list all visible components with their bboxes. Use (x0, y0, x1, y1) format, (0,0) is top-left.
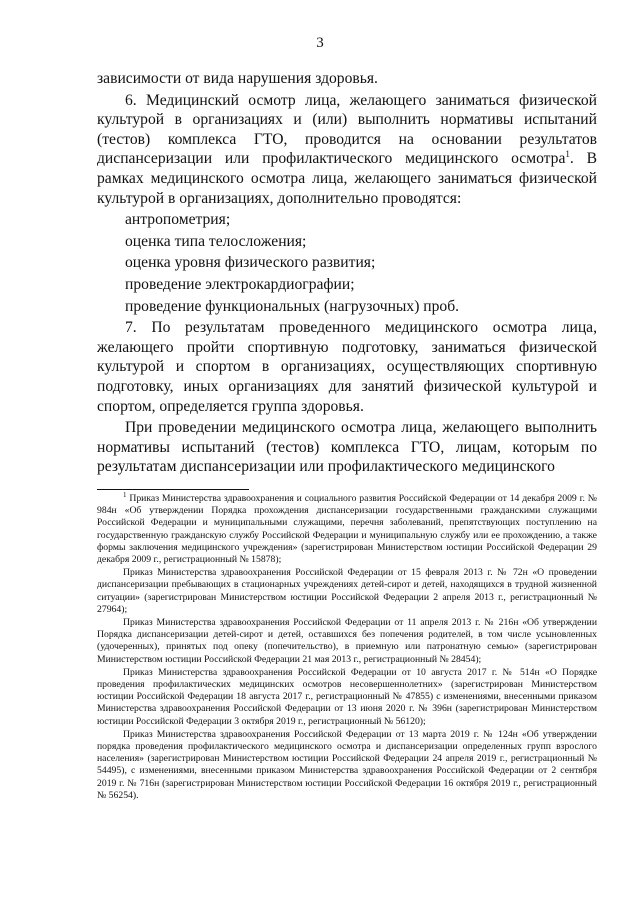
footnotes (97, 490, 597, 803)
list-item-physical-development: оценка уровня физического развития; (125, 254, 376, 272)
list-item-functional-tests: проведение функциональных (нагрузочных) проб. (125, 297, 460, 315)
paragraph-6-text: 6. Медицинский осмотр лица, желающего заниматься физической культурой в организациях и (или) выполнить нормативы испытаний (тестов) комплекса ГТО, проводится на основании результатов диспансеризации или профилактического медицинского осмотра (97, 91, 597, 168)
footnote-reference: 1 (565, 149, 570, 160)
paragraph-8: При проведении медицинского осмотра лица, желающего выполнить нормативы испытаний (тестов) комплекса ГТО, лицам, которым по результатам диспансеризации или профилактического медицинского (97, 419, 597, 476)
list-item-body-type: оценка типа телосложения; (125, 232, 307, 250)
footnote-marker: 1 (123, 490, 127, 499)
paragraph-7: 7. По результатам проведенного медицинского осмотра лица, желающего пройти спортивную подготовку, заниматься физической культурой и спортом в организациях, осуществляющих спортивную подготовку, иных организациях для занятий физической культурой и спортом, определяется группа здоровья. (97, 319, 597, 415)
footnote-text: Приказ Министерства здравоохранения и социального развития Российской Федерации от 14 декабря 2009 г. № 984н «Об утверждении Порядка прохождения диспансеризации государственными гражданскими служащими Российской Федерации и муниципальными служащими, перечня заболеваний, препятствующих поступлению на государственную гражданскую службу Российской Федерации и муниципальную службу или ее прохождению, а также формы заключения медицинского учреждения» (зарегистрирован Министерством юстиции Российской Федерации 29 декабря 2009 г., регистрационный № 15878); (97, 493, 597, 566)
page-number: 3 (316, 35, 324, 51)
paragraph-6 (97, 91, 597, 209)
main-text (97, 69, 597, 479)
paragraph-6-tail: . В рамках медицинского осмотра лица, желающего заниматься физической культурой в организациях, дополнительно проводятся: (97, 150, 597, 207)
footnote-item: Приказ Министерства здравоохранения Российской Федерации от 15 февраля 2013 г. № 72н «О проведении диспансеризации пребывающих в стационарных учреждениях детей-сирот и детей, находящихся в трудной жизненной ситуации» (зарегистрирован Министерством юстиции Российской Федерации 2 апреля 2013 г., регистрационный № 27964); (97, 567, 597, 615)
footnote-item (97, 490, 597, 566)
paragraph-continuation: зависимости от вида нарушения здоровья. (97, 70, 378, 87)
footnote-divider (97, 489, 249, 490)
footnote-item: Приказ Министерства здравоохранения Российской Федерации от 13 марта 2019 г. № 124н «Об утверждении порядка проведения профилактического медицинского осмотра и диспансеризации определенных групп взрослого населения» (зарегистрирован Министерством юстиции Российской Федерации 24 апреля 2019 г., регистрационный № 54495), с изменениями, внесенными приказом Министерства здравоохранения Российской Федерации от 2 сентября 2019 г. № 716н (зарегистрирован Министерством юстиции Российской Федерации 16 октября 2019 г., регистрационный № 56254). (97, 728, 597, 801)
footnote-item: Приказ Министерства здравоохранения Российской Федерации от 10 августа 2017 г. № 514н «О Порядке проведения профилактических медицинских осмотров несовершеннолетних» (зарегистрирован Министерством юстиции Российской Федерации 18 августа 2017 г., регистрационный № 47855) с изменениями, внесенными приказом Министерства здравоохранения Российской Федерации от 13 июня 2020 г. № 396н (зарегистрирован Министерством юстиции Российской Федерации 3 октября 2019 г., регистрационный № 56120); (97, 666, 597, 727)
list-item-anthropometry: антропометрия; (125, 211, 231, 229)
list-item-ecg: проведение электрокардиографии; (125, 275, 355, 293)
footnote-item: Приказ Министерства здравоохранения Российской Федерации от 11 апреля 2013 г. № 216н «Об утверждении Порядка диспансеризации детей-сирот и детей, оставшихся без попечения родителей, в том числе усыновленных (удочеренных), принятых под опеку (попечительство), в приемную или патронатную семью» (зарегистрирован Министерством юстиции Российской Федерации 21 мая 2013 г., регистрационный № 28454); (97, 617, 597, 665)
